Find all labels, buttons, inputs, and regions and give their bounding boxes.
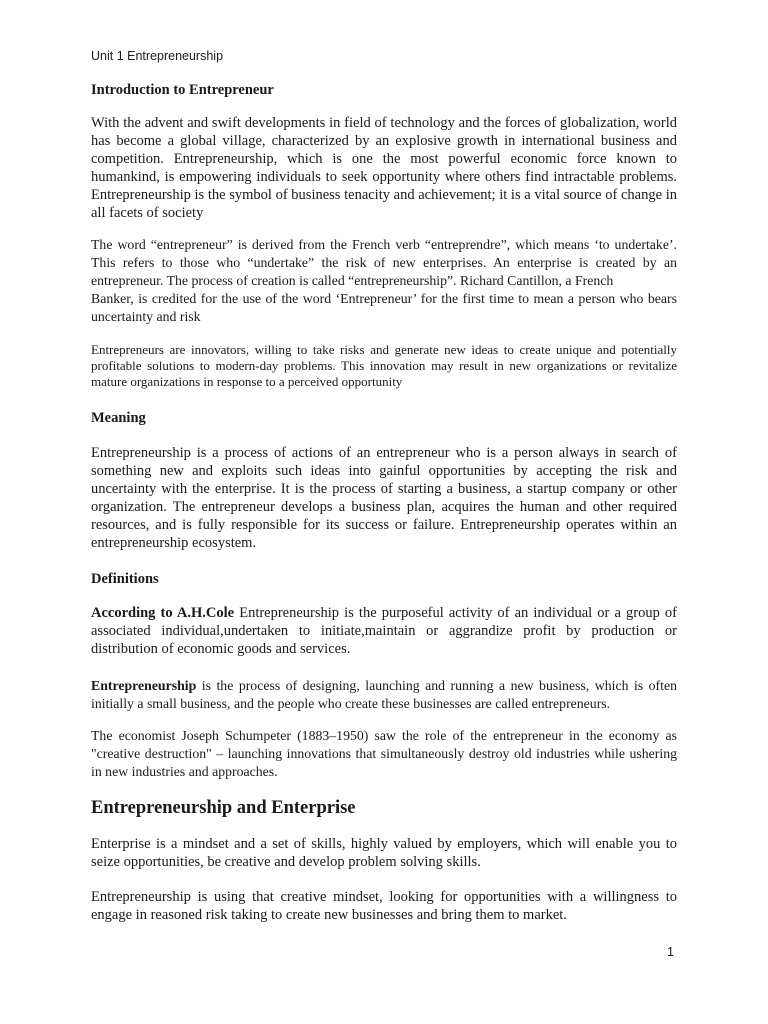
- intro-paragraph-2: The word “entrepreneur” is derived from the French verb “entreprendre”, which means ‘to undertake’. This refers to those who “undertake” the risk of new enterprises. An enterprise is created by an entrepreneur. The process of creation is called “entrepreneurship”. Richard Cantillon, a French: [91, 237, 677, 289]
- page-number: 1: [667, 945, 674, 959]
- intro-heading: Introduction to Entrepreneur: [91, 82, 274, 98]
- definition-schumpeter: The economist Joseph Schumpeter (1883–1950) saw the role of the entrepreneur in the economy as "creative destruction" – launching innovations that simultaneously destroy old industries while ushering in new industries and approaches.: [91, 728, 677, 780]
- enterprise-paragraph-2: Entrepreneurship is using that creative mindset, looking for opportunities with a willingness to engage in reasoned risk taking to create new businesses and bring them to market.: [91, 889, 677, 924]
- meaning-heading: Meaning: [91, 410, 146, 426]
- enterprise-paragraph-1: Enterprise is a mindset and a set of skills, highly valued by employers, which will enable you to seize opportunities, be creative and develop problem solving skills.: [91, 836, 677, 871]
- definition-entrepreneurship-text: is the process of designing, launching and running a new business, which is often initially a small business, and the people who create these businesses are called entrepreneurs.: [91, 678, 677, 712]
- enterprise-heading: Entrepreneurship and Enterprise: [91, 798, 356, 818]
- intro-paragraph-3: Banker, is credited for the use of the word ‘Entrepreneur’ for the first time to mean a person who bears uncertainty and risk: [91, 291, 677, 325]
- definition-cole-text: Entrepreneurship is the purposeful activity of an individual or a group of associated individual,undertaken to initiate,maintain or aggrandize profit by production or distribution of economic goods and services.: [91, 605, 677, 658]
- definition-entrepreneurship-lead: Entrepreneurship: [91, 678, 197, 693]
- definition-cole-lead: According to A.H.Cole: [91, 605, 235, 621]
- meaning-paragraph: Entrepreneurship is a process of actions of an entrepreneur who is a person always in search of something new and exploits such ideas into gainful opportunities by accepting the risk and uncertainty with the enterprise. It is the process of starting a business, a startup company or other organization. The entrepreneur develops a business plan, acquires the human and other required resources, and is fully responsible for its success or failure. Entrepreneurship operates within an entrepreneurship ecosystem.: [91, 445, 677, 552]
- intro-paragraph-4: Entrepreneurs are innovators, willing to take risks and generate new ideas to create unique and potentially profitable solutions to modern-day problems. This innovation may result in new organizations or revitalize mature organizations in response to a perceived opportunity: [91, 342, 677, 390]
- definitions-heading: Definitions: [91, 571, 159, 587]
- definition-entrepreneurship: [91, 677, 677, 713]
- definition-cole: [91, 604, 677, 658]
- page-header: Unit 1 Entrepreneurship: [91, 49, 224, 63]
- intro-paragraph-1: With the advent and swift developments in field of technology and the forces of globalization, world has become a global village, characterized by an explosive growth in international business and competition. Entrepreneurship, which is one the most powerful economic force known to humankind, is empowering individuals to seek opportunity where others find intractable problems. Entrepreneurship is the symbol of business tenacity and achievement; it is a vital source of change in all facets of society: [91, 115, 677, 222]
